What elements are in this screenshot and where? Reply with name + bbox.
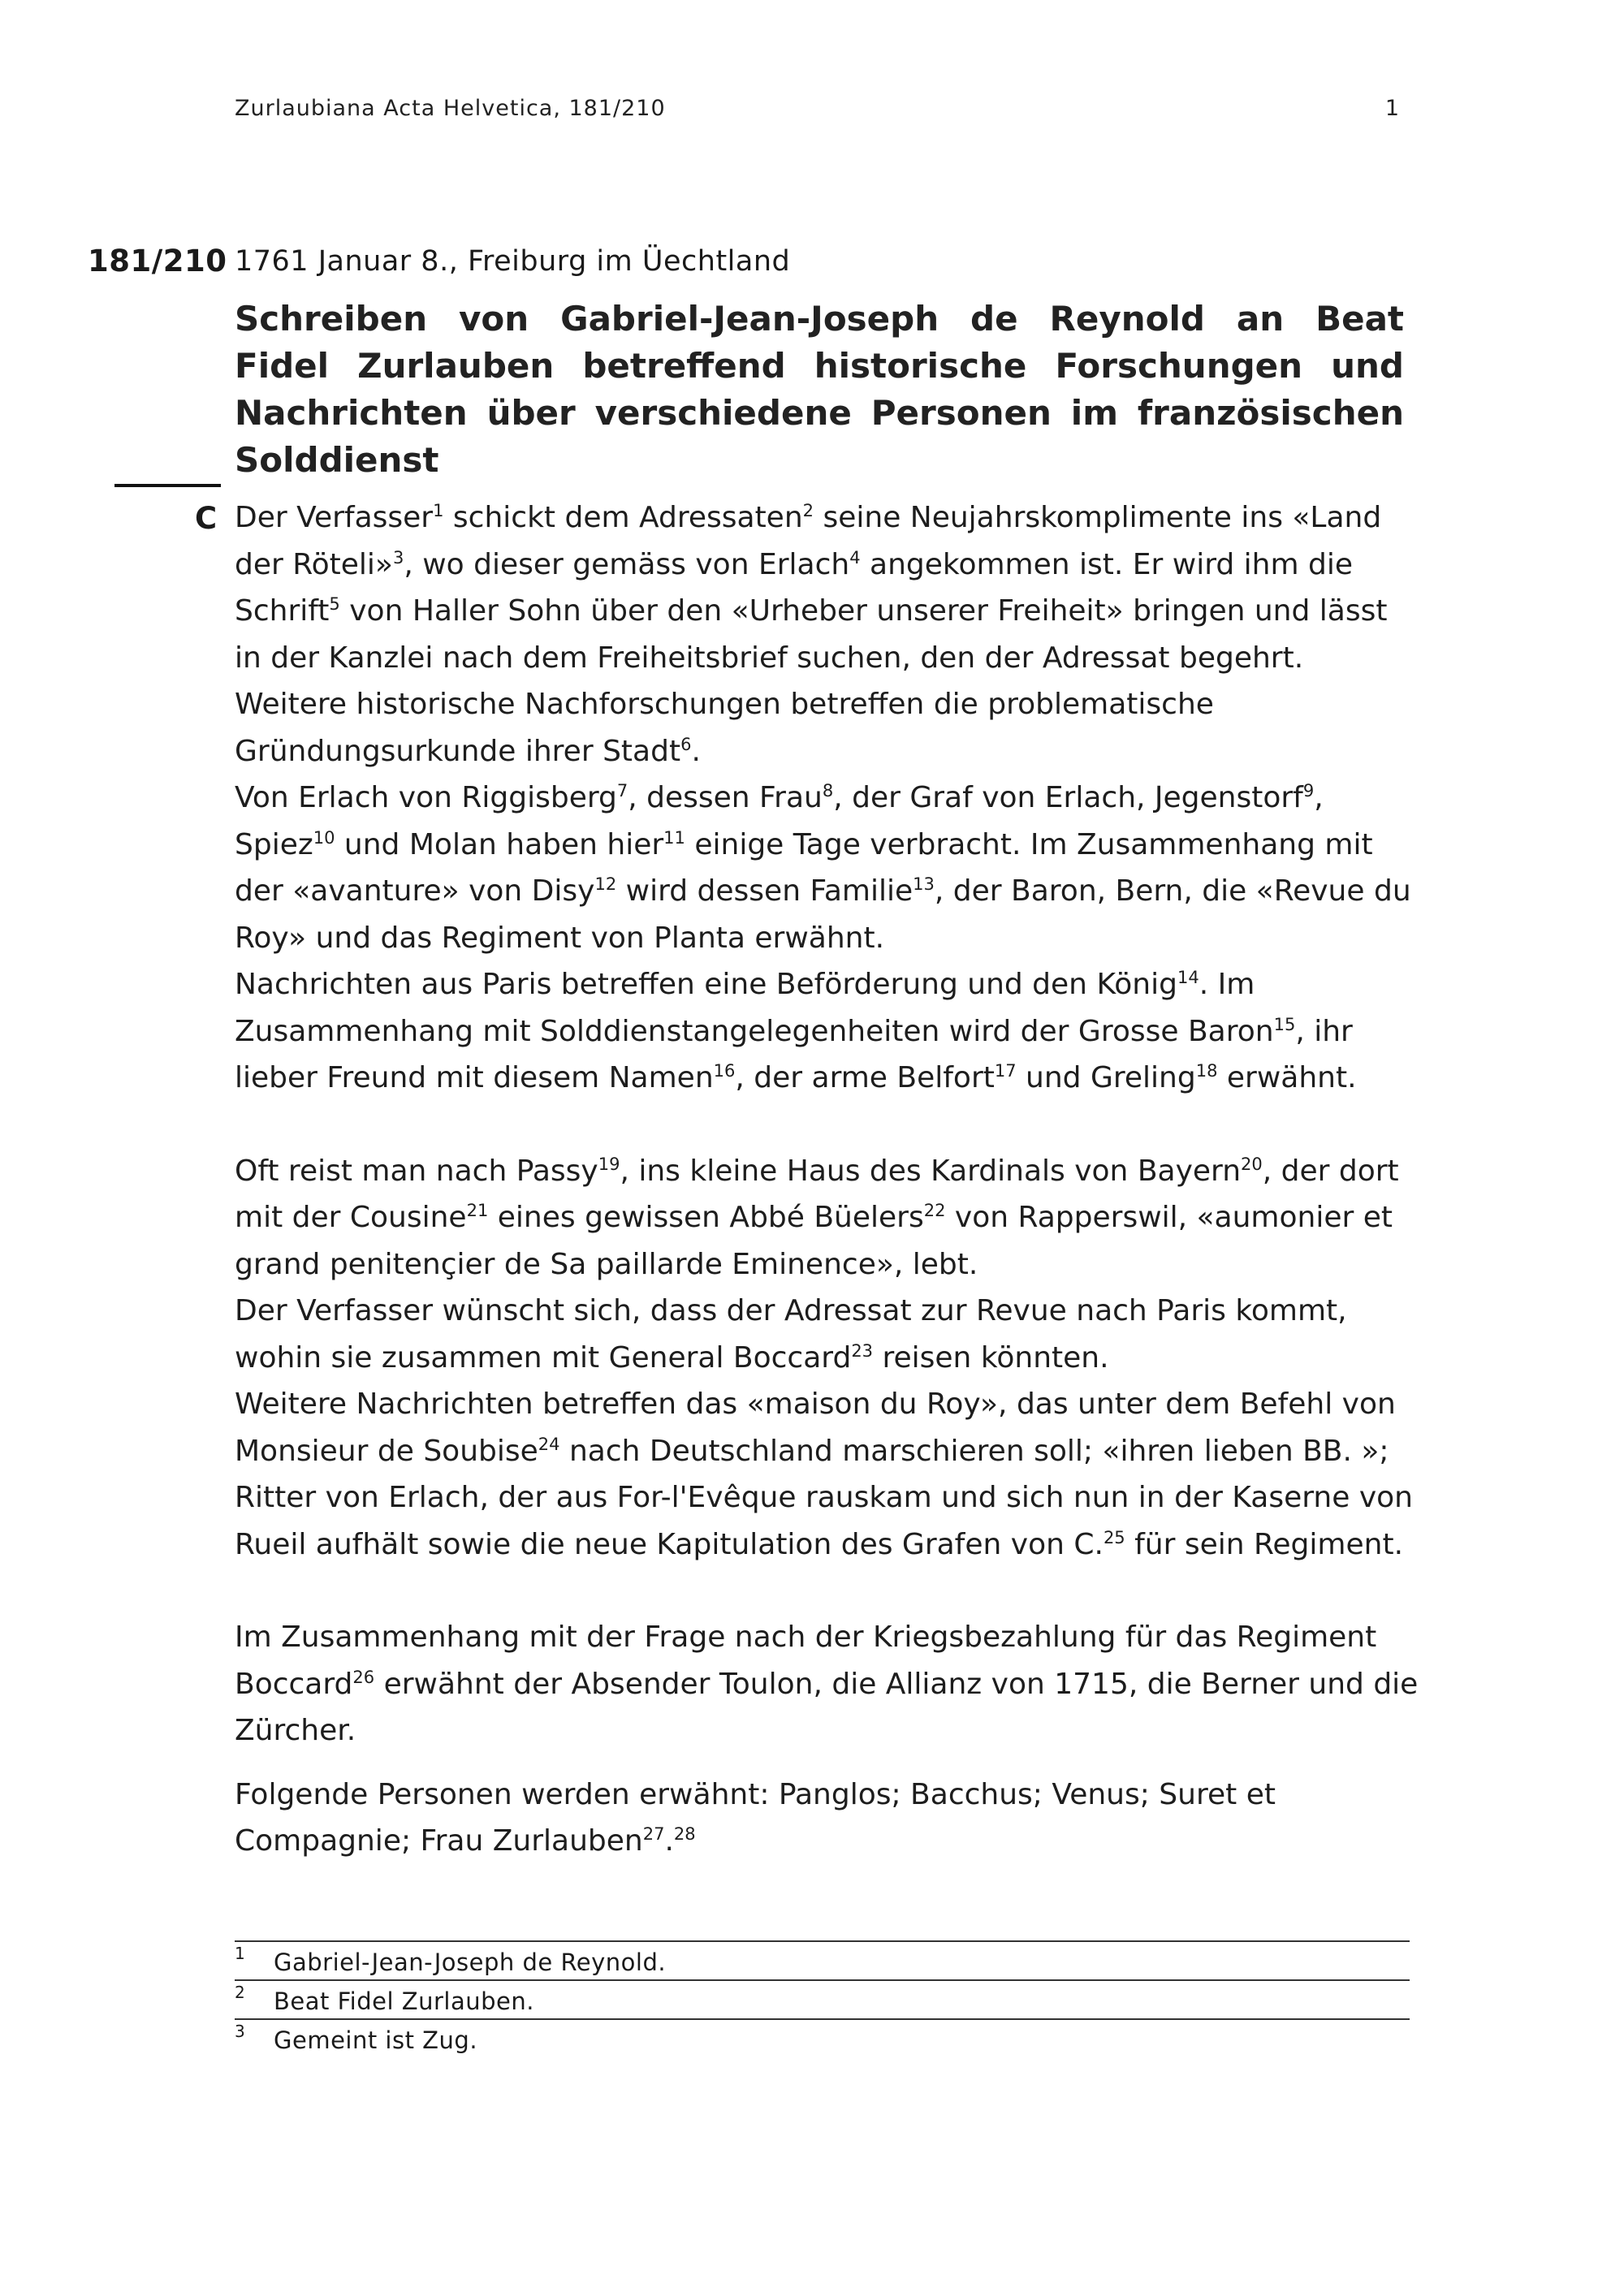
text-run: Von Erlach von Riggisberg (235, 781, 617, 814)
footnote-ref[interactable]: 26 (352, 1667, 375, 1687)
text-run: Oft reist man nach Passy (235, 1154, 598, 1188)
running-header (235, 96, 1400, 121)
margin-rule (114, 484, 221, 487)
footnote-ref[interactable]: 1 (433, 501, 444, 520)
text-run: einige Tage verbracht. Im Zusammenhang mit der «avanture» von Disy (235, 827, 1373, 908)
text-run: eines gewissen Abbé Büelers (488, 1201, 924, 1234)
text-run: und Molan haben hier (335, 827, 664, 861)
page-number: 1 (1384, 96, 1400, 121)
text-run: reisen könnten. (873, 1340, 1109, 1375)
text-run: , der dort mit der Cousine (235, 1154, 1399, 1234)
text-run: nach Deutschland marschieren soll; «ihren lieben BB. »; Ritter von Erlach, der aus For-l'Evêque rauskam und sich nun in der Kaserne von Rueil aufhält sowie die neue Kapitulation des Grafen von C. (235, 1434, 1413, 1561)
footnote-number: 3 (235, 2022, 246, 2041)
text-run: , Spiez (235, 781, 1324, 861)
text-run: von Haller Sohn über den «Urheber unserer Freiheit» bringen und lässt in der Kanzlei nach dem Freiheitsbrief suchen, den der Adressat begehrt. (235, 594, 1388, 675)
dateline: 1761 Januar 8., Freiburg im Üechtland (235, 245, 791, 278)
footnote-ref[interactable]: 6 (680, 734, 692, 754)
running-title: Zurlaubiana Acta Helvetica, 181/210 (235, 96, 666, 121)
footnote (235, 1940, 1410, 1979)
text-run: Der Verfasser (235, 501, 434, 534)
text-run: Weitere Nachrichten betreffen das «maison du Roy», das unter dem Befehl von Monsieur de Soubise (235, 1388, 1396, 1468)
text-run: Folgende Personen werden erwähnt: Panglos; Bacchus; Venus; Suret et Compagnie; Frau Zurlauben (235, 1777, 1276, 1858)
footnote-ref[interactable]: 11 (663, 827, 685, 848)
text-run: und Greling (1016, 1061, 1196, 1094)
text-run: seine Neujahrskomplimente ins «Land der Röteli» (235, 501, 1382, 581)
footnote-number: 1 (235, 1944, 246, 1963)
text-run: , ins kleine Haus des Kardinals von Bayern (620, 1154, 1242, 1188)
paragraph (235, 1772, 1420, 1865)
footnote-ref[interactable]: 3 (392, 547, 404, 568)
paragraph (235, 961, 1420, 1102)
paragraph (235, 681, 1420, 775)
footnote-ref[interactable]: 17 (994, 1061, 1017, 1081)
text-run: erwähnt. (1217, 1061, 1357, 1094)
text-run: . Im Zusammenhang mit Solddienstangelegenheiten wird der Grosse Baron (235, 968, 1274, 1048)
footnote-ref[interactable]: 7 (616, 781, 628, 801)
footnote-ref[interactable]: 8 (822, 781, 834, 801)
text-run: Der Verfasser wünscht sich, dass der Adressat zur Revue nach Paris kommt, wohin sie zusammen mit General Boccard (235, 1294, 1347, 1375)
footnote-ref[interactable]: 2 (802, 501, 814, 520)
footnote-ref[interactable]: 10 (313, 827, 335, 848)
footnote-text: Gemeint ist Zug. (274, 2026, 478, 2054)
text-run: , der arme Belfort (735, 1061, 995, 1094)
text-run: , dessen Frau (628, 781, 823, 814)
text-run: erwähnt der Absender Toulon, die Allianz von 1715, die Berner und die Zürcher. (235, 1667, 1419, 1747)
paragraph (235, 775, 1420, 961)
paragraph (235, 1614, 1420, 1754)
footnote-ref[interactable]: 13 (913, 874, 935, 894)
text-run: , der Graf von Erlach, Jegenstorf (833, 781, 1303, 814)
text-run: schickt dem Adressaten (443, 501, 803, 534)
footnote-ref[interactable]: 15 (1273, 1014, 1296, 1034)
footnote-ref[interactable]: 14 (1177, 968, 1199, 987)
text-run: von Rapperswil, «aumonier et grand penitençier de Sa paillarde Eminence», lebt. (235, 1201, 1393, 1281)
document-title: Schreiben von Gabriel-Jean-Joseph de Reynold an Beat Fidel Zurlauben betreffend historische Forschungen und Nachrichten über verschiedene Personen im französischen Solddienst (235, 299, 1404, 480)
regest-body (235, 494, 1420, 1865)
text-run: Weitere historische Nachforschungen betreffen die problematische Gründungsurkunde ihrer Stadt (235, 688, 1214, 768)
text-run: wird dessen Familie (616, 874, 914, 908)
text-run: , der Baron, Bern, die «Revue du Roy» und das Regiment von Planta erwähnt. (235, 874, 1411, 955)
footnote-ref[interactable]: 16 (713, 1061, 736, 1081)
footnote (235, 2018, 1410, 2057)
footnote-ref[interactable]: 22 (923, 1201, 946, 1220)
text-run: Nachrichten aus Paris betreffen eine Beförderung und den König (235, 968, 1177, 1001)
text-run: angekommen ist. Er wird ihm die Schrift (235, 547, 1354, 628)
text-run: , ihr lieber Freund mit diesem Namen (235, 1014, 1353, 1094)
footnote-ref[interactable]: 12 (594, 874, 617, 894)
footnote-ref[interactable]: 24 (538, 1434, 560, 1454)
footnote-ref[interactable]: 21 (466, 1201, 489, 1220)
footnote-ref[interactable]: 5 (329, 594, 340, 614)
text-run: für sein Regiment. (1125, 1527, 1404, 1561)
text-run: Im Zusammenhang mit der Frage nach der Kriegsbezahlung für das Regiment Boccard (235, 1621, 1377, 1701)
paragraph (235, 1381, 1420, 1568)
paragraph (235, 1288, 1420, 1381)
paragraph (235, 494, 1420, 681)
footnote-ref[interactable]: 23 (851, 1340, 874, 1361)
text-run: , wo dieser gemäss von Erlach (404, 547, 850, 581)
source-siglum: C (195, 501, 218, 536)
footnote-number: 2 (235, 1983, 246, 2002)
document-number: 181/210 (88, 244, 227, 278)
footnote-ref[interactable]: 18 (1195, 1061, 1218, 1081)
footnote-ref[interactable]: 9 (1302, 781, 1315, 801)
text-run: . (691, 734, 701, 768)
footnote-text: Gabriel-Jean-Joseph de Reynold. (274, 1949, 667, 1976)
footnote (235, 1979, 1410, 2018)
text-run: . (664, 1824, 674, 1858)
footnote-ref[interactable]: 19 (598, 1154, 620, 1174)
paragraph (235, 1148, 1420, 1288)
footnote-ref[interactable]: 27 (642, 1824, 665, 1844)
footnotes (235, 1940, 1410, 2057)
footnote-text: Beat Fidel Zurlauben. (274, 1987, 534, 2015)
footnote-ref[interactable]: 28 (673, 1824, 696, 1844)
footnote-ref[interactable]: 4 (849, 547, 861, 568)
footnote-ref[interactable]: 20 (1241, 1154, 1263, 1174)
footnote-ref[interactable]: 25 (1103, 1527, 1125, 1547)
